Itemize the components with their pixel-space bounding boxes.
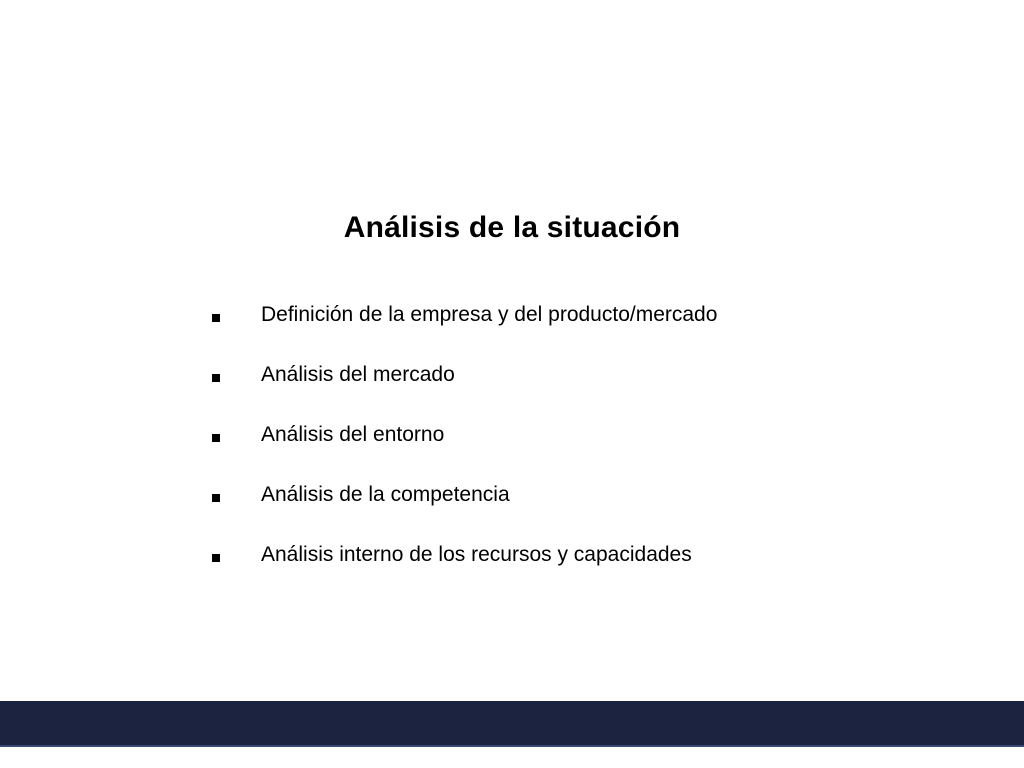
square-bullet-icon xyxy=(212,434,220,442)
square-bullet-icon xyxy=(212,494,220,502)
bullet-text: Análisis del entorno xyxy=(261,423,445,446)
bullet-item xyxy=(208,542,717,602)
slide-title: Análisis de la situación xyxy=(343,211,681,244)
footer-bar xyxy=(0,701,1024,745)
footer-divider xyxy=(0,745,1024,747)
square-bullet-icon xyxy=(212,374,220,382)
bullet-item xyxy=(208,362,717,422)
bullet-item xyxy=(208,302,717,362)
square-bullet-icon xyxy=(212,554,220,562)
bullet-text: Análisis interno de los recursos y capacidades xyxy=(261,543,692,566)
bullet-text: Análisis de la competencia xyxy=(261,483,510,506)
square-bullet-icon xyxy=(212,314,220,322)
bullet-item xyxy=(208,422,717,482)
bullet-text: Definición de la empresa y del producto/mercado xyxy=(261,303,718,326)
bullet-text: Análisis del mercado xyxy=(261,363,455,386)
bullet-item xyxy=(208,482,717,542)
bullet-list xyxy=(208,302,717,602)
